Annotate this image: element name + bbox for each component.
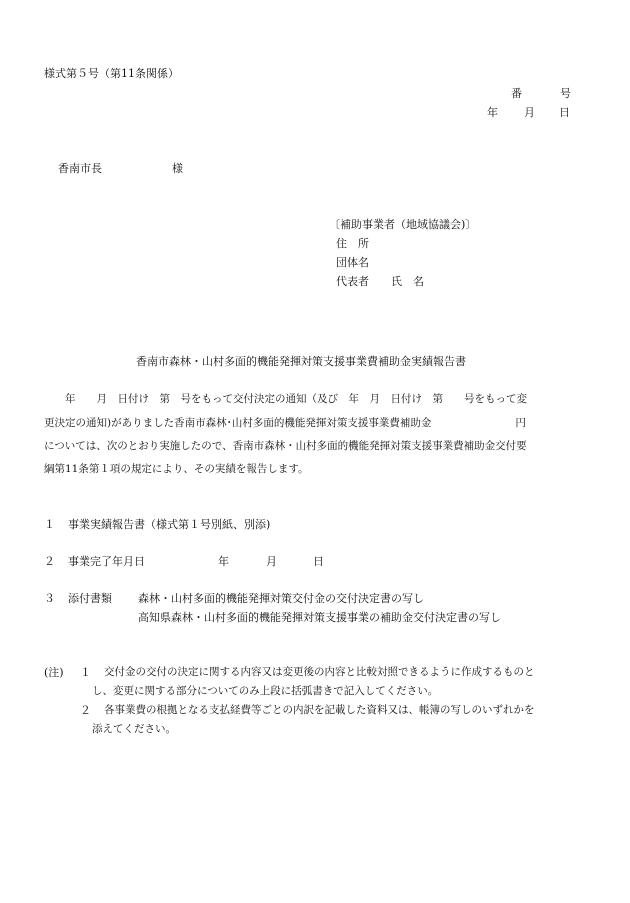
applicant-address: 住 所 [336, 237, 369, 250]
addressee-name: 香南市長 [58, 162, 102, 175]
note-2-line-2: 添えてください。 [92, 723, 176, 735]
form-number: 様式第５号（第11条関係） [44, 67, 179, 80]
attachment-item: 森林・山村多面的機能発揮対策交付金の交付決定書の写し [138, 592, 424, 605]
body-line-2: 更決定の通知)がありました香南市森林･山村多面的機能発揮対策支援事業費補助金 円 [44, 417, 526, 429]
note-1-line-2: し、変更に関する部分についてのみ上段に括弧書きで記入してください。 [92, 685, 439, 697]
note-2-line-1: 各事業費の根拠となる支払経費等ごとの内訳を記載した資料又は、帳簿の写しのいずれかを [104, 704, 535, 716]
applicant-heading: 〔補助事業者（地域協議会)〕 [329, 218, 477, 231]
item-3-number: ３ [44, 592, 55, 605]
item-2-year: 年 [218, 555, 229, 568]
item-1-number: １ [44, 518, 55, 531]
item-2-month: 月 [266, 555, 277, 568]
doc-number-ban: 番 [511, 87, 522, 100]
note-2-number: ２ [80, 704, 91, 717]
body-line-1: 年 月 日付け 第 号をもって交付決定の通知（及び 年 月 日付け 第 号をもって変 [44, 393, 527, 405]
item-2-number: ２ [44, 555, 55, 568]
applicant-representative: 代表者 氏 名 [336, 275, 424, 288]
body-line-4: 綱第11条第１項の規定により、その実績を報告します。 [44, 463, 309, 475]
page-title: 香南市森林・山村多面的機能発揮対策支援事業費補助金実績報告書 [136, 355, 466, 368]
item-2-label: 事業完了年月日 [68, 555, 145, 568]
note-1-number: １ [80, 666, 91, 679]
body-line-3: については、次のとおり実施したので、香南市森林・山村多面的機能発揮対策支援事業費補助金交付要 [44, 440, 527, 452]
notes-label: (注) [44, 666, 64, 679]
applicant-org: 団体名 [336, 256, 369, 269]
date-year: 年 [487, 106, 498, 119]
date-day: 日 [559, 106, 570, 119]
note-1-line-1: 交付金の交付の決定に関する内容又は変更後の内容と比較対照できるように作成するものと [104, 666, 535, 678]
item-1-label: 事業実績報告書（様式第１号別紙、別添) [68, 518, 271, 531]
doc-number-go: 号 [560, 87, 571, 100]
item-2-day: 日 [313, 555, 324, 568]
item-3-label: 添付書類 [68, 592, 112, 605]
attachment-item: 高知県森林・山村多面的機能発揮対策支援事業の補助金交付決定書の写し [138, 611, 501, 624]
addressee-honorific: 様 [172, 162, 183, 175]
date-month: 月 [524, 106, 535, 119]
